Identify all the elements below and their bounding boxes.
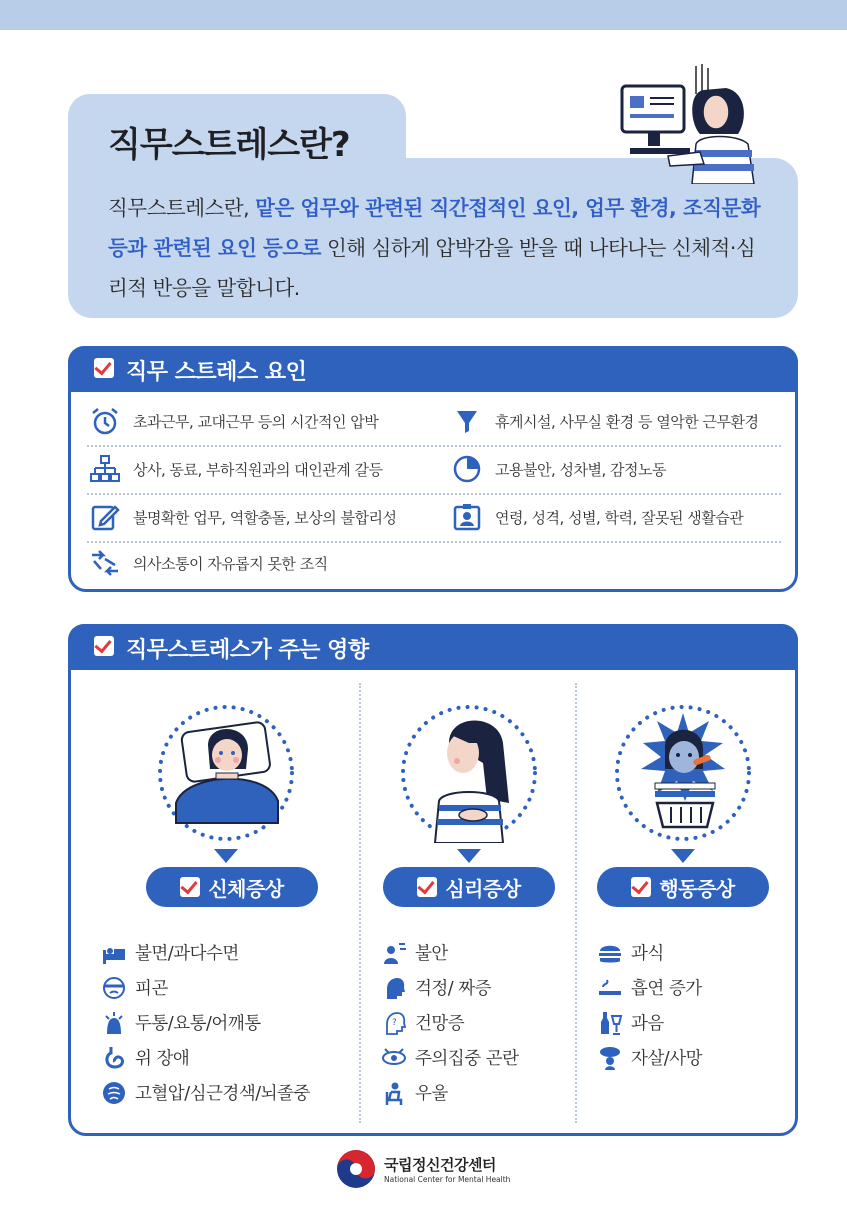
symptom-text: 흡연 증가	[631, 979, 702, 999]
symptom-text: 과식	[631, 944, 664, 964]
symptom-text: 고혈압/심근경색/뇌졸중	[135, 1084, 310, 1104]
symptom-text: 위 장애	[135, 1049, 190, 1069]
arrow-down-icon	[457, 849, 481, 863]
symptom-item	[597, 1005, 702, 1040]
stress-factors-title: 직무 스트레스 요인	[126, 360, 307, 385]
stress-effects-header	[68, 624, 798, 670]
worried-person-illustration	[399, 703, 539, 843]
symptom-item	[101, 935, 310, 970]
behavioral-symptoms-text: 행동증상	[659, 876, 735, 901]
symptom-text: 걱정/ 짜증	[415, 979, 492, 999]
checkbox-icon	[417, 877, 437, 897]
factor-item	[89, 401, 378, 441]
stomach-icon	[101, 1045, 127, 1071]
symptom-item	[101, 970, 310, 1005]
id-card-icon	[451, 501, 483, 533]
factor-item	[89, 543, 328, 583]
symptom-item	[381, 1005, 519, 1040]
symptom-text: 불면/과다수면	[135, 944, 239, 964]
arrow-down-icon	[671, 849, 695, 863]
sleep-icon	[101, 940, 127, 966]
behavioral-symptoms-list	[597, 935, 702, 1075]
stress-effects-section	[68, 624, 798, 1136]
factor-text: 초과근무, 교대근무 등의 시간적인 압박	[133, 412, 379, 431]
headache-icon	[101, 1010, 127, 1036]
symptom-item	[101, 1005, 310, 1040]
physical-symptoms-list	[101, 935, 310, 1110]
alarm-clock-icon	[89, 405, 121, 437]
column-divider	[575, 683, 577, 1123]
checkbox-icon	[180, 877, 200, 897]
symptom-text: 자살/사망	[631, 1049, 703, 1069]
column-divider	[359, 683, 361, 1123]
symptom-text: 건망증	[415, 1014, 465, 1034]
org-name-english: National Center for Mental Health	[384, 1175, 511, 1184]
focus-icon	[381, 1045, 407, 1071]
arrow-down-icon	[214, 849, 238, 863]
overeating-person-illustration	[613, 703, 753, 843]
factor-text: 상사, 동료, 부하직원과의 대인관계 갈등	[133, 460, 383, 479]
symptom-item	[381, 1075, 519, 1110]
factor-item	[89, 497, 396, 537]
org-name: 국립정신건강센터	[384, 1156, 496, 1174]
top-banner-strip	[0, 0, 847, 30]
alcohol-icon	[597, 1010, 623, 1036]
row-divider	[87, 493, 781, 495]
org-chart-icon	[89, 453, 121, 485]
symptom-text: 과음	[631, 1014, 664, 1034]
symptom-text: 주의집중 곤란	[415, 1049, 519, 1069]
cigarette-icon	[597, 975, 623, 1001]
factor-item	[451, 449, 666, 489]
psychological-symptoms-text: 심리증상	[445, 876, 521, 901]
symptom-item	[381, 1040, 519, 1075]
forget-icon	[381, 1010, 407, 1036]
depression-icon	[381, 1080, 407, 1106]
physical-symptoms-label	[146, 867, 318, 907]
brain-icon	[101, 1080, 127, 1106]
symptom-item	[597, 1040, 702, 1075]
intro-text-end: 인해 심하게 압박감을 받을 때 나타나는 신체적·심리적 반응을 말합니다.	[108, 236, 756, 300]
symptom-text: 피곤	[135, 979, 168, 999]
stress-effects-title: 직무스트레스가 주는 영향	[126, 638, 369, 663]
intro-description	[108, 188, 768, 308]
checkbox-icon	[631, 877, 651, 897]
symptom-item	[381, 970, 519, 1005]
symptom-item	[381, 935, 519, 970]
burger-icon	[597, 940, 623, 966]
sleepless-person-illustration	[156, 703, 296, 843]
row-divider	[87, 445, 781, 447]
anxiety-icon	[381, 940, 407, 966]
svg-text:?: ?	[392, 1017, 397, 1028]
intro-title: 직무스트레스란?	[108, 125, 350, 165]
symptom-item	[101, 1040, 310, 1075]
stress-factors-header	[68, 346, 798, 392]
psychological-symptoms-list	[381, 935, 519, 1110]
symptom-text: 두통/요통/어깨통	[135, 1014, 261, 1034]
behavioral-symptoms-label	[597, 867, 769, 907]
pie-chart-icon	[451, 453, 483, 485]
worry-icon	[381, 975, 407, 1001]
intro-text-highlight: 맡은 업무와 관련된 직간접적인 요인, 업무 환경, 조직문화 등과 관련된 요인 등으로	[108, 196, 761, 260]
factor-item	[89, 449, 382, 489]
broken-arrows-icon	[89, 547, 121, 579]
factor-text: 의사소통이 자유롭지 못한 조직	[133, 554, 328, 573]
symptom-item	[597, 935, 702, 970]
taegeuk-logo-icon	[335, 1148, 377, 1190]
symptom-item	[597, 970, 702, 1005]
tired-icon	[101, 975, 127, 1001]
edit-icon	[89, 501, 121, 533]
factor-item	[451, 401, 758, 441]
factor-item	[451, 497, 743, 537]
factor-text: 고용불안, 성차별, 감정노동	[495, 460, 666, 479]
psychological-symptoms-label	[383, 867, 555, 907]
symptom-text: 우울	[415, 1084, 448, 1104]
office-worker-illustration	[608, 64, 758, 184]
stress-factors-section	[68, 346, 798, 592]
factor-text: 연령, 성격, 성별, 학력, 잘못된 생활습관	[495, 508, 744, 527]
physical-symptoms-text: 신체증상	[208, 876, 284, 901]
suicide-icon	[597, 1045, 623, 1071]
funnel-icon	[451, 405, 483, 437]
factor-text: 불명확한 업무, 역할충돌, 보상의 불합리성	[133, 508, 397, 527]
factor-text: 휴게시설, 사무실 환경 등 열악한 근무환경	[495, 412, 759, 431]
symptom-text: 불안	[415, 944, 448, 964]
checkbox-icon	[94, 358, 114, 378]
symptom-item	[101, 1075, 310, 1110]
checkbox-icon	[94, 636, 114, 656]
intro-text-start: 직무스트레스란,	[108, 196, 256, 220]
